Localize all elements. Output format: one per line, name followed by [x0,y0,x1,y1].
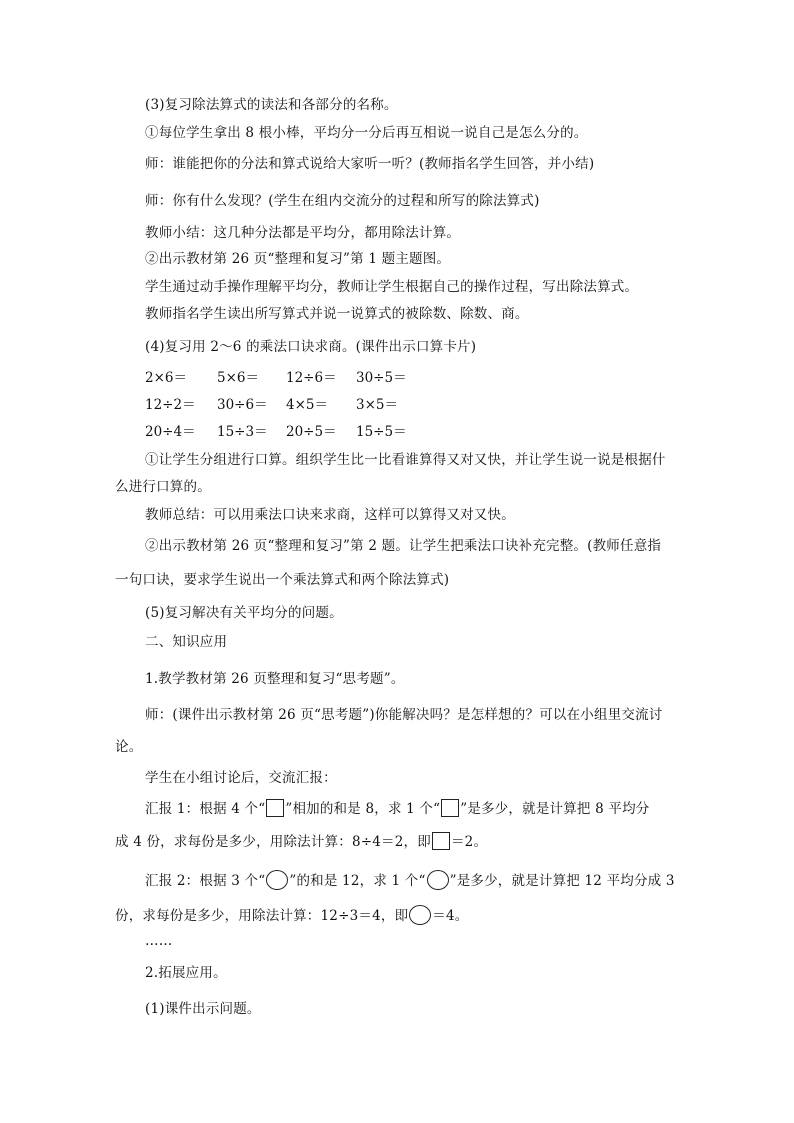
students-report-intro: 学生在小组讨论后，交流汇报： [145,770,337,786]
report-1-line-1: 汇报 1：根据 4 个“ ”相加的和是 8，求 1 个“ ”是多少，就是计算把 8 平均分 [145,801,650,817]
report-2-line-1: 汇报 2：根据 3 个“ ”的和是 12，求 1 个“ ”是多少，就是计算把 12 平均分成 3 [145,870,675,890]
oral-card-item: 12÷2＝ [145,397,196,413]
circle-blank-icon [266,870,288,890]
step-2-fill-line-1: ②出示教材第 26 页“整理和复习”第 2 题。让学生把乘法口诀补充完整。(教师任意指 [145,538,662,554]
oral-card-item: 4×5＝ [286,397,328,413]
extension-item-1: (1)课件出示问题。 [145,1001,261,1017]
teacher-question-2: 师：你有什么发现？(学生在组内交流分的过程和所写的除法算式) [145,193,540,209]
step-2-fill-line-2: 一句口诀，要求学生说出一个乘法算式和两个除法算式) [115,572,450,588]
oral-card-item: 15÷3＝ [217,424,268,440]
review-heading-4: (4)复习用 2～6 的乘法口诀求商。(课件出示口算卡片) [145,339,477,355]
teacher-prompt-line-1: 师：(课件出示教材第 26 页“思考题”)你能解决吗？是怎样想的？可以在小组里交流讨 [145,707,663,723]
oral-card-item: 12÷6＝ [286,370,337,386]
ellipsis: …… [145,933,173,949]
circle-blank-icon [427,870,449,890]
teacher-prompt-line-2: 论。 [115,739,143,755]
circle-blank-icon [409,905,431,925]
teacher-question-1: 师：谁能把你的分法和算式说给大家听一听？(教师指名学生回答，并小结) [145,156,595,172]
group-oral-line-1: ①让学生分组进行口算。组织学生比一比看谁算得又对又快，并让学生说一说是根据什 [145,452,666,468]
review-heading-3: (3)复习除法算式的读法和各部分的名称。 [145,97,398,113]
review-heading-5: (5)复习解决有关平均分的问题。 [145,605,343,621]
oral-card-item: 20÷5＝ [286,424,337,440]
students-operate: 学生通过动手操作理解平均分，教师让学生根据自己的操作过程，写出除法算式。 [145,279,639,295]
oral-card-item: 2×6＝ [145,370,187,386]
oral-card-item: 20÷4＝ [145,424,196,440]
teacher-names-student: 教师指名学生读出所写算式并说一说算式的被除数、除数、商。 [145,306,529,322]
teaching-item-2: 2.拓展应用。 [145,965,227,981]
oral-card-item: 3×5＝ [356,397,398,413]
step-1-sticks: ①每位学生拿出 8 根小棒，平均分一分后再互相说一说自己是怎么分的。 [145,125,588,141]
oral-card-item: 5×6＝ [217,370,259,386]
oral-card-item: 15÷5＝ [356,424,407,440]
teacher-summary-2: 教师总结：可以用乘法口诀来求商，这样可以算得又对又快。 [145,507,515,523]
square-blank-icon [266,799,284,817]
oral-card-item: 30÷5＝ [356,370,407,386]
square-blank-icon [441,799,459,817]
step-2-textbook: ②出示教材第 26 页“整理和复习”第 1 题主题图。 [145,251,451,267]
oral-card-item: 30÷6＝ [217,397,268,413]
section-heading-application: 二、知识应用 [145,634,228,650]
group-oral-line-2: 么进行口算的。 [115,479,211,495]
teaching-item-1: 1.教学教材第 26 页整理和复习“思考题”。 [145,671,405,687]
teacher-summary-1: 教师小结：这几种分法都是平均分，都用除法计算。 [145,225,461,241]
square-blank-icon [432,832,450,850]
report-1-line-2: 成 4 份，求每份是多少，用除法计算：8÷4＝2，即 ＝2。 [115,834,488,850]
report-2-line-2: 份，求每份是多少，用除法计算：12÷3＝4，即 ＝4。 [115,905,468,925]
